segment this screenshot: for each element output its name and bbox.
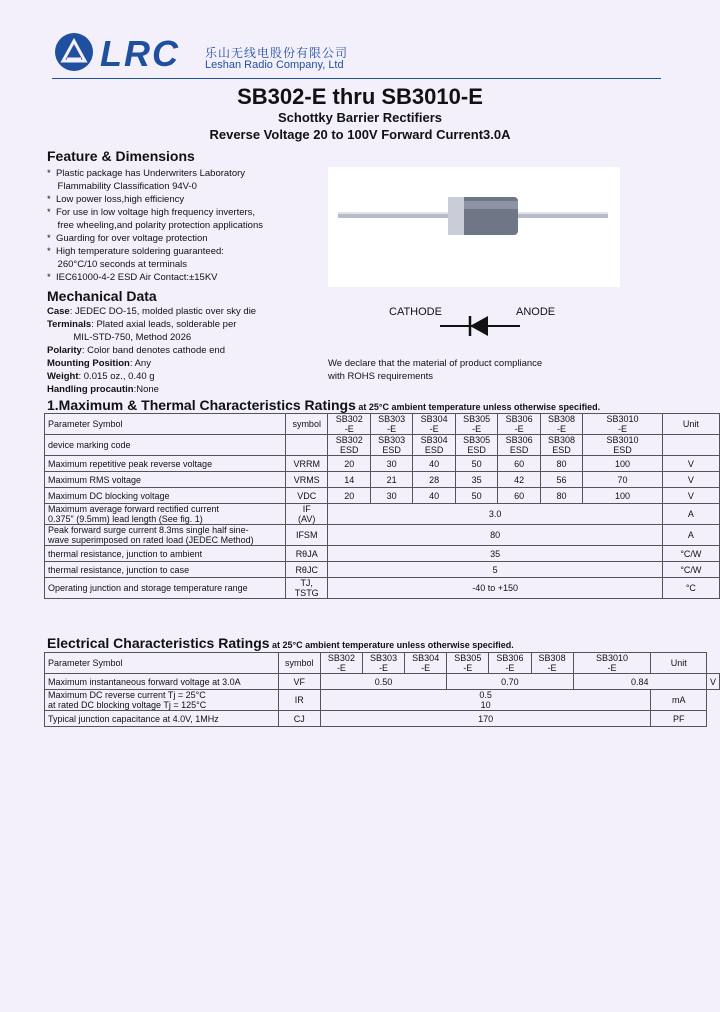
page-title: SB302-E thru SB3010-E — [237, 84, 483, 109]
logo-text: LRC — [100, 33, 180, 74]
table-cell: SB303 ESD — [370, 435, 412, 456]
table-row — [45, 711, 720, 727]
table-cell: VRMS — [285, 472, 328, 488]
table-cell: 0.84 — [573, 674, 706, 690]
table-row — [45, 525, 720, 546]
table-cell: V — [662, 488, 719, 504]
feature-item: 260°C/10 seconds at terminals — [47, 259, 188, 270]
mechanical-item — [47, 331, 256, 344]
table-cell: 30 — [370, 456, 412, 472]
column-header: symbol — [278, 653, 320, 674]
feature-item: * IEC61000-4-2 ESD Air Contact:±15KV — [47, 272, 218, 283]
table-cell — [662, 435, 719, 456]
table-cell: 70 — [583, 472, 662, 488]
table-cell: SB306 ESD — [498, 435, 540, 456]
table-row — [45, 504, 720, 525]
table-row — [45, 690, 720, 711]
column-header: SB306 -E — [489, 653, 531, 674]
subtitle-ratings: Reverse Voltage 20 to 100V Forward Current3.0A — [209, 127, 511, 142]
table-cell: PF — [651, 711, 707, 727]
table-cell: 60 — [498, 456, 540, 472]
feature-item: * High temperature soldering guaranteed: — [47, 246, 224, 257]
mechanical-item — [47, 357, 256, 370]
table-cell: thermal resistance, junction to ambient — [45, 546, 286, 562]
table-row — [45, 546, 720, 562]
column-header: SB308 -E — [531, 653, 573, 674]
diode-photo — [328, 167, 620, 287]
table-cell: 80 — [540, 488, 582, 504]
table-cell — [285, 435, 328, 456]
table-cell: 50 — [455, 456, 497, 472]
table-header-row — [45, 653, 720, 674]
diode-symbol-icon — [440, 314, 520, 343]
table-cell: Maximum average forward rectified current 0.375" (9.5mm) lead length (See fig. 1) — [45, 504, 286, 525]
company-name-english: Leshan Radio Company, Ltd — [205, 59, 344, 71]
electrical-table — [44, 652, 720, 727]
table-cell: RθJC — [285, 562, 328, 578]
table-cell: IF (AV) — [285, 504, 328, 525]
table-cell: 5 — [328, 562, 662, 578]
feature-item: * For use in low voltage high frequency inverters, — [47, 207, 256, 218]
feature-item: Flammability Classification 94V-0 — [47, 181, 197, 192]
table-cell: 30 — [370, 488, 412, 504]
table-cell: Maximum instantaneous forward voltage at 3.0A — [45, 674, 279, 690]
table-cell: 80 — [540, 456, 582, 472]
mechanical-value: : 0.015 oz., 0.40 g — [78, 371, 155, 382]
mechanical-heading: Mechanical Data — [47, 288, 157, 304]
table-cell: 0.5 10 — [320, 690, 651, 711]
column-header: SB303 -E — [370, 414, 412, 435]
mechanical-key: Terminals — [47, 319, 92, 330]
anode-label: ANODE — [516, 306, 556, 318]
table-row — [45, 562, 720, 578]
table-cell: mA — [651, 690, 707, 711]
table-cell: 100 — [583, 488, 662, 504]
header-divider — [52, 78, 661, 79]
table-cell: V — [706, 674, 719, 690]
mechanical-value: : Any — [129, 358, 151, 369]
table-header-row — [45, 414, 720, 435]
company-name-chinese: 乐山无线电股份有限公司 — [205, 46, 349, 60]
table-cell: CJ — [278, 711, 320, 727]
table-cell: 14 — [328, 472, 370, 488]
column-header: symbol — [285, 414, 328, 435]
table-cell: IFSM — [285, 525, 328, 546]
column-header: SB303 -E — [363, 653, 405, 674]
mechanical-value: MIL-STD-750, Method 2026 — [47, 332, 192, 343]
rohs-line-2: with ROHS requirements — [328, 371, 434, 382]
table-cell: A — [662, 525, 719, 546]
table-cell: IR — [278, 690, 320, 711]
mechanical-value: : Color band denotes cathode end — [81, 345, 225, 356]
column-header: SB302 -E — [328, 414, 370, 435]
mechanical-item — [47, 344, 256, 357]
column-header: SB305 -E — [447, 653, 489, 674]
table-cell: V — [662, 456, 719, 472]
column-header: Unit — [662, 414, 719, 435]
table-cell: SB304 ESD — [413, 435, 455, 456]
table-cell: °C/W — [662, 546, 719, 562]
table-cell: device marking code — [45, 435, 286, 456]
table-row — [45, 456, 720, 472]
table-cell: VRRM — [285, 456, 328, 472]
max-ratings-table — [44, 413, 720, 599]
mechanical-list — [47, 305, 256, 396]
table-row — [45, 472, 720, 488]
mechanical-value: : JEDEC DO-15, molded plastic over sky die — [69, 306, 257, 317]
logo-emblem-icon — [55, 33, 93, 71]
table-cell: 50 — [455, 488, 497, 504]
table-cell: 56 — [540, 472, 582, 488]
table-cell: VF — [278, 674, 320, 690]
table-cell: V — [662, 472, 719, 488]
table-row — [45, 674, 720, 690]
table-cell: 3.0 — [328, 504, 662, 525]
table-cell: TJ, TSTG — [285, 578, 328, 599]
table-cell: RθJA — [285, 546, 328, 562]
mechanical-key: Polarity — [47, 345, 82, 356]
table-cell: Typical junction capacitance at 4.0V, 1MHz — [45, 711, 279, 727]
table-row — [45, 488, 720, 504]
column-header: SB3010 -E — [573, 653, 651, 674]
table-cell: Maximum DC blocking voltage — [45, 488, 286, 504]
mechanical-item — [47, 370, 256, 383]
mechanical-value: :None — [133, 384, 159, 395]
features-heading: Feature & Dimensions — [47, 148, 195, 164]
table-cell: 40 — [413, 488, 455, 504]
table-cell: 21 — [370, 472, 412, 488]
table-cell: SB305 ESD — [455, 435, 497, 456]
rohs-line-1: We declare that the material of product compliance — [328, 358, 543, 369]
table-cell: 28 — [413, 472, 455, 488]
column-header: SB306 -E — [498, 414, 540, 435]
table-cell: -40 to +150 — [328, 578, 662, 599]
column-header: SB302 -E — [320, 653, 362, 674]
table-cell: 35 — [455, 472, 497, 488]
table-cell: 0.50 — [320, 674, 446, 690]
column-header: SB308 -E — [540, 414, 582, 435]
feature-item: free wheeling,and polarity protection applications — [47, 220, 263, 231]
table-cell: 0.70 — [447, 674, 573, 690]
table-cell: Peak forward surge current 8.3ms single half sine- wave superimposed on rated load (JEDEC Method) — [45, 525, 286, 546]
table-cell: °C/W — [662, 562, 719, 578]
table-cell: °C — [662, 578, 719, 599]
table-cell: SB3010 ESD — [583, 435, 662, 456]
table-cell: SB308 ESD — [540, 435, 582, 456]
table-row — [45, 435, 720, 456]
table-cell: VDC — [285, 488, 328, 504]
cathode-label: CATHODE — [389, 306, 442, 318]
table-cell: 40 — [413, 456, 455, 472]
column-header: Parameter Symbol — [45, 653, 279, 674]
features-list — [47, 167, 263, 284]
table-row — [45, 578, 720, 599]
mechanical-key: Handling procautin — [47, 384, 134, 395]
mechanical-key: Weight — [47, 371, 79, 382]
column-header: SB304 -E — [413, 414, 455, 435]
table-cell: 20 — [328, 488, 370, 504]
mechanical-key: Case — [47, 306, 70, 317]
table-cell: thermal resistance, junction to case — [45, 562, 286, 578]
table-cell: Maximum RMS voltage — [45, 472, 286, 488]
table-cell: 35 — [328, 546, 662, 562]
column-header: SB305 -E — [455, 414, 497, 435]
table1-heading: 1.Maximum & Thermal Characteristics Ratings at 25°C ambient temperature unless otherwise specified. — [47, 397, 601, 413]
column-header: SB304 -E — [405, 653, 447, 674]
column-header: Unit — [651, 653, 707, 674]
feature-item: * Plastic package has Underwriters Laboratory — [47, 168, 246, 179]
table-cell: Operating junction and storage temperature range — [45, 578, 286, 599]
column-header: SB3010 -E — [583, 414, 662, 435]
table-cell: 42 — [498, 472, 540, 488]
feature-item: * Guarding for over voltage protection — [47, 233, 208, 244]
table-cell: A — [662, 504, 719, 525]
table2-heading: Electrical Characteristics Ratings at 25°C ambient temperature unless otherwise specified. — [47, 635, 514, 651]
table-cell: 170 — [320, 711, 651, 727]
mechanical-value: : Plated axial leads, solderable per — [91, 319, 237, 330]
table-cell: 80 — [328, 525, 662, 546]
mechanical-item — [47, 383, 256, 396]
feature-item: * Low power loss,high efficiency — [47, 194, 185, 205]
mechanical-item — [47, 305, 256, 318]
column-header: Parameter Symbol — [45, 414, 286, 435]
table-cell: 60 — [498, 488, 540, 504]
mechanical-key: Mounting Position — [47, 358, 130, 369]
mechanical-item — [47, 318, 256, 331]
table-cell: 20 — [328, 456, 370, 472]
subtitle-type: Schottky Barrier Rectifiers — [277, 110, 442, 125]
table-cell: SB302 ESD — [328, 435, 370, 456]
table-cell: 100 — [583, 456, 662, 472]
table-cell: Maximum repetitive peak reverse voltage — [45, 456, 286, 472]
table-cell: Maximum DC reverse current Tj = 25°C at rated DC blocking voltage Tj = 125°C — [45, 690, 279, 711]
